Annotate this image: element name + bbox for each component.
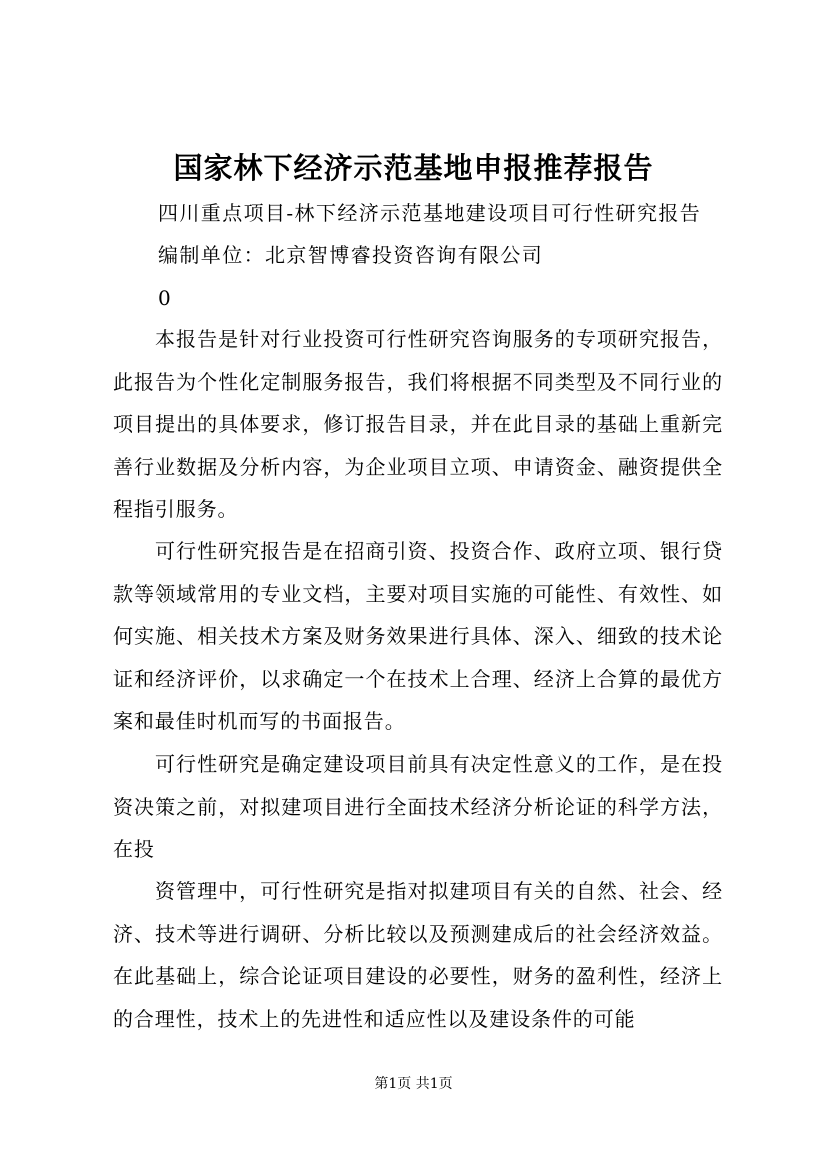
page-footer: 第1页 共1页 [374,1076,453,1092]
paragraph-1: 本报告是针对行业投资可行性研究咨询服务的专项研究报告，此报告为个性化定制服务报告，我们将根据不同类型及不同行业的项目提出的具体要求，修订报告目录，并在此目录的基础上重新完善行业数据及分析内容，为企业项目立项、申请资金、融资提供全程指引服务。 [113,327,723,521]
paragraph-2: 可行性研究报告是在招商引资、投资合作、政府立项、银行贷款等领域常用的专业文档，主要对项目实施的可能性、有效性、如何实施、相关技术方案及财务效果进行具体、深入、细致的技术论证和经济评价，以求确定一个在技术上合理、经济上合算的最优方案和最佳时机而写的书面报告。 [113,539,723,733]
paragraph-4: 资管理中，可行性研究是指对拟建项目有关的自然、社会、经济、技术等进行调研、分析比较以及预测建成后的社会经济效益。在此基础上，综合论证项目建设的必要性，财务的盈利性，经济上的合理性，技术上的先进性和适应性以及建设条件的可能 [113,879,723,1031]
project-name-line: 四川重点项目-林下经济示范基地建设项目可行性研究报告 [158,201,702,225]
document-title: 国家林下经济示范基地申报推荐报告 [173,151,654,185]
publisher-line: 编制单位：北京智博睿投资咨询有限公司 [158,243,544,267]
number-line: 0 [158,286,171,310]
paragraph-3: 可行性研究是确定建设项目前具有决定性意义的工作，是在投资决策之前，对拟建项目进行全面技术经济分析论证的科学方法，在投 [113,752,723,861]
